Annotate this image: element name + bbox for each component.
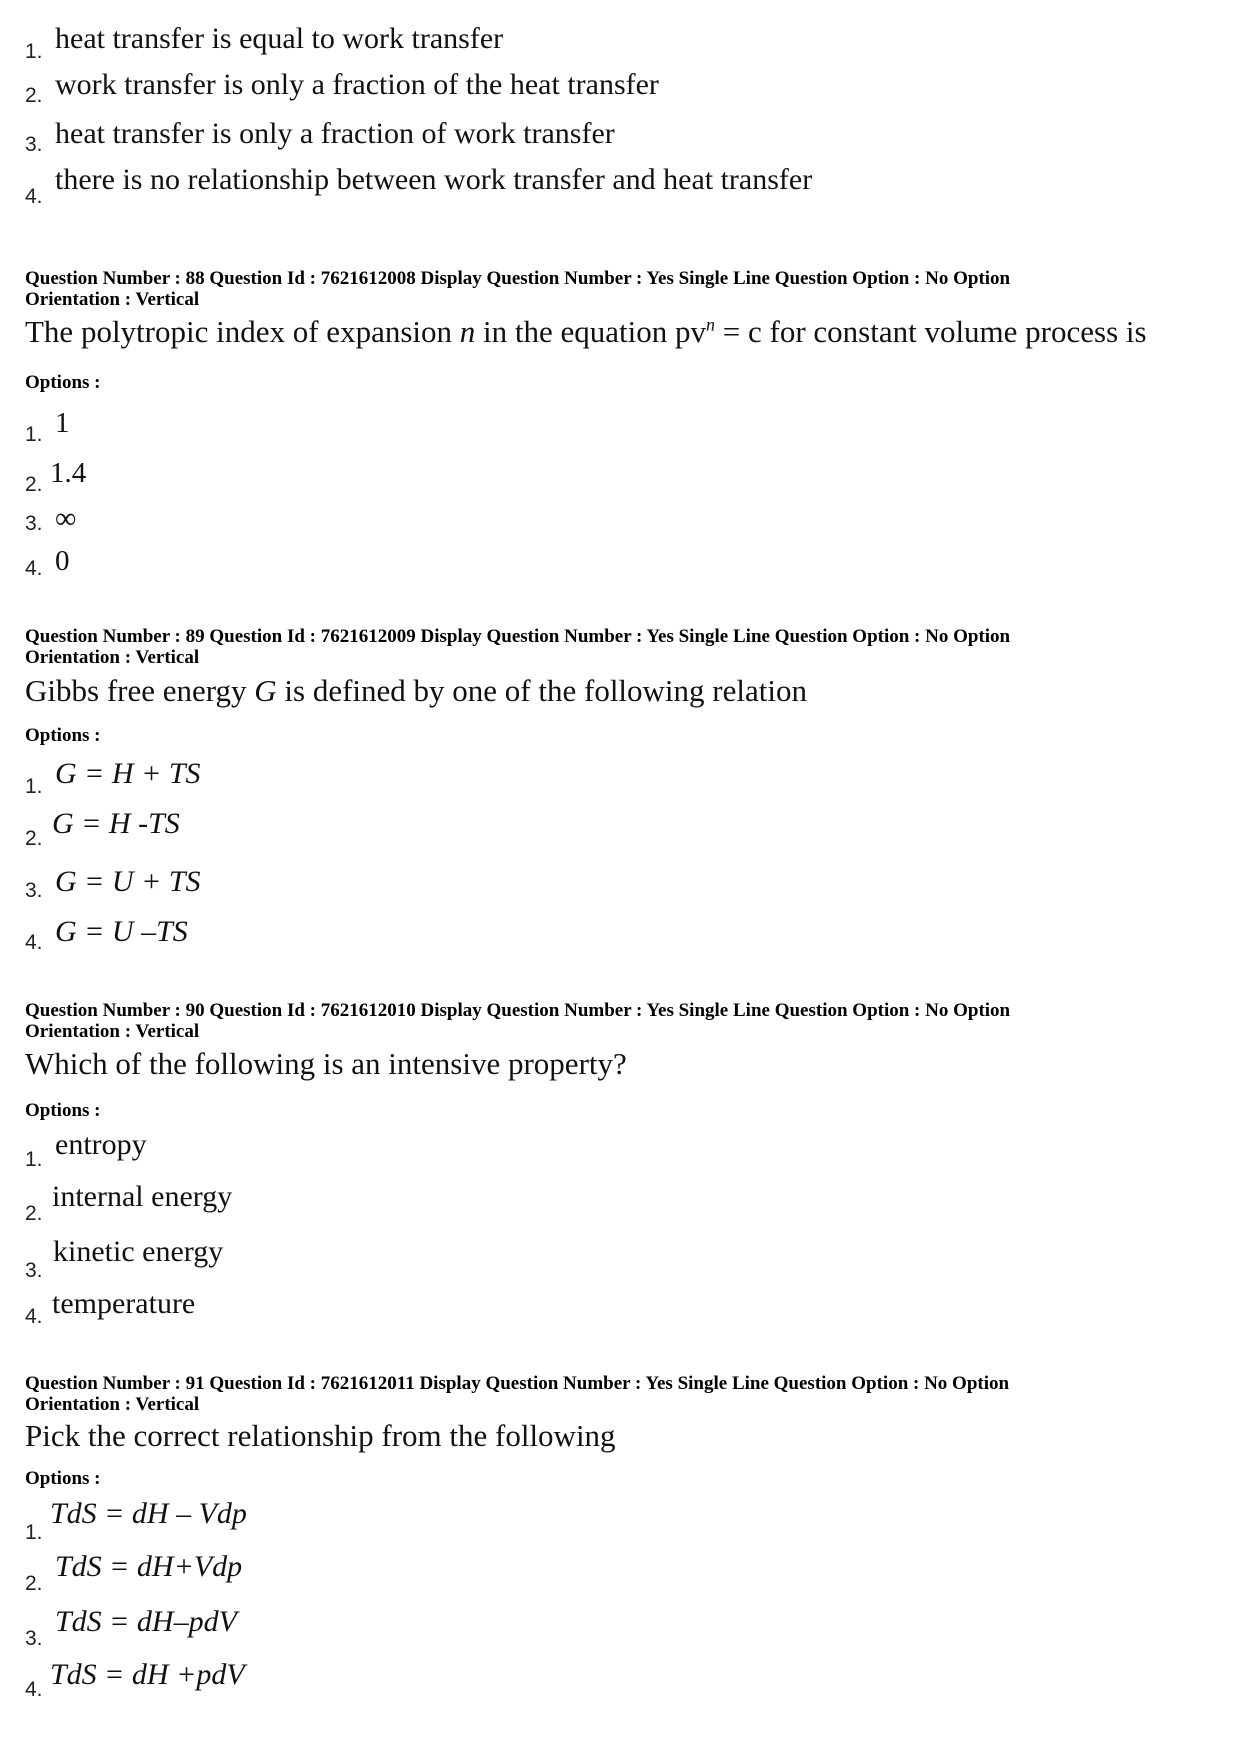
option-text: G = U –TS (55, 915, 188, 948)
question-text: Pick the correct relationship from the following (25, 1418, 616, 1453)
question-text: Which of the following is an intensive property? (25, 1046, 627, 1081)
option-text: work transfer is only a fraction of the heat transfer (55, 68, 659, 101)
question-meta-line2: Orientation : Vertical (25, 289, 200, 310)
option-number: 1. (25, 1521, 43, 1544)
question-text-part: The polytropic index of expansion (25, 314, 460, 349)
option-text: 1 (55, 407, 70, 439)
question-meta-line1: Question Number : 91 Question Id : 7621612011 Display Question Number : Yes Single Line Question Option : No Option (25, 1373, 1010, 1394)
question-text-part: in the equation pv (475, 314, 706, 349)
option-text: G = U + TS (55, 865, 201, 898)
question-meta-line2: Orientation : Vertical (25, 1394, 200, 1415)
option-number: 3. (25, 1627, 43, 1650)
option-text: heat transfer is equal to work transfer (55, 22, 504, 55)
option-text: G = H -TS (52, 807, 180, 840)
option-number: 4. (25, 185, 43, 208)
question-meta (25, 1373, 1215, 1415)
options-label: Options : (25, 1468, 101, 1489)
options-label: Options : (25, 725, 101, 746)
option-text: TdS = dH+Vdp (55, 1550, 243, 1583)
options-label: Options : (25, 1100, 101, 1121)
option-text: 0 (55, 545, 70, 577)
option-number: 2. (25, 84, 43, 107)
question-meta (25, 1000, 1215, 1042)
option-number: 1. (25, 423, 43, 446)
question-text (25, 314, 1147, 350)
option-text: TdS = dH–pdV (55, 1605, 237, 1638)
question-meta-line1: Question Number : 90 Question Id : 7621612010 Display Question Number : Yes Single Line Question Option : No Option (25, 1000, 1011, 1021)
option-number: 2. (25, 1202, 43, 1225)
option-number: 4. (25, 1305, 43, 1328)
option-number: 3. (25, 133, 43, 156)
option-text: heat transfer is only a fraction of work transfer (55, 117, 615, 150)
option-number: 4. (25, 931, 43, 954)
option-number: 1. (25, 1148, 43, 1171)
option-number: 2. (25, 473, 43, 496)
question-meta-line1: Question Number : 88 Question Id : 7621612008 Display Question Number : Yes Single Line Question Option : No Option (25, 268, 1011, 289)
question-meta-line2: Orientation : Vertical (25, 647, 200, 668)
option-text: ∞ (55, 502, 77, 535)
option-number: 2. (25, 827, 43, 850)
question-meta-line1: Question Number : 89 Question Id : 7621612009 Display Question Number : Yes Single Line Question Option : No Option (25, 626, 1011, 647)
question-meta (25, 268, 1215, 310)
question-meta-line2: Orientation : Vertical (25, 1021, 200, 1042)
option-number: 1. (25, 775, 43, 798)
option-number: 4. (25, 557, 43, 580)
question-meta (25, 626, 1215, 668)
option-number: 3. (25, 512, 43, 535)
question-variable: n (459, 314, 476, 349)
option-number: 1. (25, 40, 43, 63)
question-text-part: is defined by one of the following relation (276, 673, 807, 708)
option-text: entropy (55, 1128, 147, 1161)
option-text: internal energy (52, 1180, 233, 1213)
question-text-part: = c for constant volume process is (715, 314, 1147, 349)
option-text: there is no relationship between work transfer and heat transfer (55, 163, 813, 196)
option-number: 4. (25, 1678, 43, 1701)
option-text: TdS = dH – Vdp (50, 1497, 247, 1530)
question-variable: G (254, 673, 277, 708)
question-text-part: Gibbs free energy (25, 673, 255, 708)
option-number: 2. (25, 1572, 43, 1595)
options-label: Options : (25, 372, 101, 393)
option-text: 1.4 (50, 457, 87, 489)
option-number: 3. (25, 879, 43, 902)
option-text: kinetic energy (53, 1235, 224, 1268)
option-text: temperature (52, 1287, 196, 1320)
option-number: 3. (25, 1259, 43, 1282)
option-text: TdS = dH +pdV (50, 1658, 245, 1691)
question-superscript: n (706, 314, 715, 335)
option-text: G = H + TS (55, 757, 201, 790)
question-text (25, 673, 807, 709)
